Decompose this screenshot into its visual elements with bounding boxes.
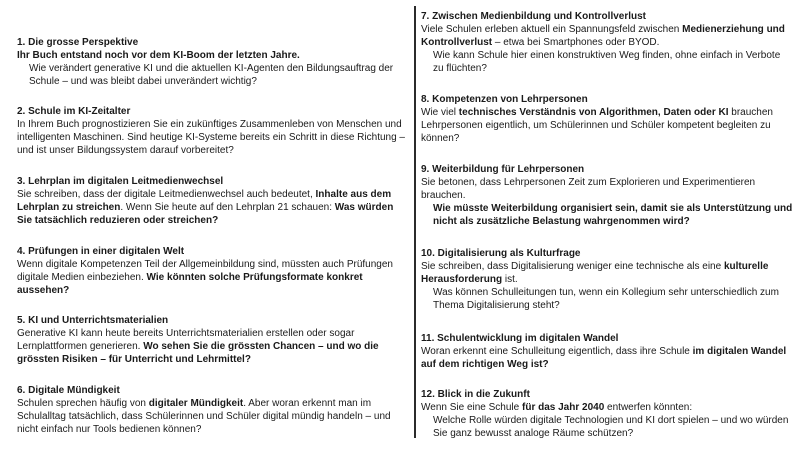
question-6 <box>17 384 409 436</box>
question-7-line-1: Viele Schulen erleben aktuell ein Spannungsfeld zwischen Medienerziehung und Kontrollverlust – etwa bei Smartphones oder BYOD. <box>421 24 785 48</box>
question-8-line-1: Wie viel technisches Verständnis von Algorithmen, Daten oder KI brauchen Lehrpersonen eigentlich, um Schülerinnen und Schüler kompetent begleiten zu können? <box>421 107 773 144</box>
question-12 <box>421 388 793 440</box>
question-1-line-2: Wie verändert generative KI und die aktuellen KI-Agenten den Bildungsauftrag der Schule – und was bleibt dabei unverändert wichtig? <box>29 63 394 87</box>
question-4 <box>17 245 409 297</box>
column-divider <box>414 6 416 438</box>
question-2 <box>17 105 409 157</box>
question-9-line-1: Sie betonen, dass Lehrpersonen Zeit zum Explorieren und Experimentieren brauchen. <box>421 177 756 201</box>
question-10-heading: 10. Digitalisierung als Kulturfrage <box>421 248 581 259</box>
question-11-heading: 11. Schulentwicklung im digitalen Wandel <box>421 333 619 344</box>
question-3 <box>17 175 409 227</box>
question-2-line-1: In Ihrem Buch prognostizieren Sie ein zukünftiges Zusammenleben von Menschen und intelligenten Maschinen. Sind heutige KI-Systeme bereits ein Schritt in diese Richtung – und ist unser Bildungssystem darauf vorbereitet? <box>17 119 405 156</box>
question-11 <box>421 332 793 371</box>
question-7-heading: 7. Zwischen Medienbildung und Kontrollverlust <box>421 11 647 22</box>
question-9 <box>421 163 793 228</box>
question-7 <box>421 10 793 75</box>
question-9-line-2: Wie müsste Weiterbildung organisiert sein, damit sie als Unterstützung und nicht als zusätzliche Belastung wahrgenommen wird? <box>433 203 793 227</box>
question-4-heading: 4. Prüfungen in einer digitalen Welt <box>17 246 185 257</box>
question-5 <box>17 314 409 366</box>
question-10 <box>421 247 793 312</box>
question-3-heading: 3. Lehrplan im digitalen Leitmedienwechsel <box>17 176 224 187</box>
question-1-heading: 1. Die grosse Perspektive <box>17 37 139 48</box>
question-2-heading: 2. Schule im KI-Zeitalter <box>17 106 131 117</box>
question-8 <box>421 93 793 145</box>
question-12-line-1: Wenn Sie eine Schule für das Jahr 2040 entwerfen könnten: <box>421 402 693 413</box>
question-8-heading: 8. Kompetenzen von Lehrpersonen <box>421 94 588 105</box>
question-5-heading: 5. KI und Unterrichtsmaterialien <box>17 315 169 326</box>
question-7-line-2: Wie kann Schule hier einen konstruktiven Weg finden, ohne einfach in Verbote zu flüchten? <box>433 50 781 74</box>
question-12-line-2: Welche Rolle würden digitale Technologien und KI dort spielen – und wo würden Sie ganz bewusst analoge Räume schützen? <box>433 415 789 439</box>
question-5-line-1: Generative KI kann heute bereits Unterrichtsmaterialien erstellen oder sogar Lernplattformen generieren. Wo sehen Sie die grössten Chancen – und wo die grössten Risiken – für Unterricht und Lehrmittel? <box>17 328 379 365</box>
question-9-heading: 9. Weiterbildung für Lehrpersonen <box>421 164 585 175</box>
question-1-line-1: Ihr Buch entstand noch vor dem KI-Boom der letzten Jahre. <box>17 50 300 61</box>
question-4-line-1: Wenn digitale Kompetenzen Teil der Allgemeinbildung sind, müssten auch Prüfungen digitale Medien einbeziehen. Wie könnten solche Prüfungsformate konkret aussehen? <box>17 259 393 296</box>
question-3-line-1: Sie schreiben, dass der digitale Leitmedienwechsel auch bedeutet, Inhalte aus dem Lehrplan zu streichen. Wenn Sie heute auf den Lehrplan 21 schauen: Was würden Sie tatsächlich reduzieren oder streichen? <box>17 189 394 226</box>
question-10-line-2: Was können Schulleitungen tun, wenn ein Kollegium sehr unterschiedlich zum Thema Digitalisierung steht? <box>433 287 779 311</box>
question-10-line-1: Sie schreiben, dass Digitalisierung weniger eine technische als eine kulturelle Herausforderung ist. <box>421 261 769 285</box>
question-11-line-1: Woran erkennt eine Schulleitung eigentlich, dass ihre Schule im digitalen Wandel auf dem richtigen Weg ist? <box>421 346 787 370</box>
question-12-heading: 12. Blick in die Zukunft <box>421 389 530 400</box>
question-6-line-1: Schulen sprechen häufig von digitaler Mündigkeit. Aber woran erkennt man im Schulalltag tatsächlich, dass Schülerinnen und Schüler digital mündig handeln – und nicht einfach nur Tools bedienen können? <box>17 398 391 435</box>
question-6-heading: 6. Digitale Mündigkeit <box>17 385 120 396</box>
question-1 <box>17 36 409 88</box>
